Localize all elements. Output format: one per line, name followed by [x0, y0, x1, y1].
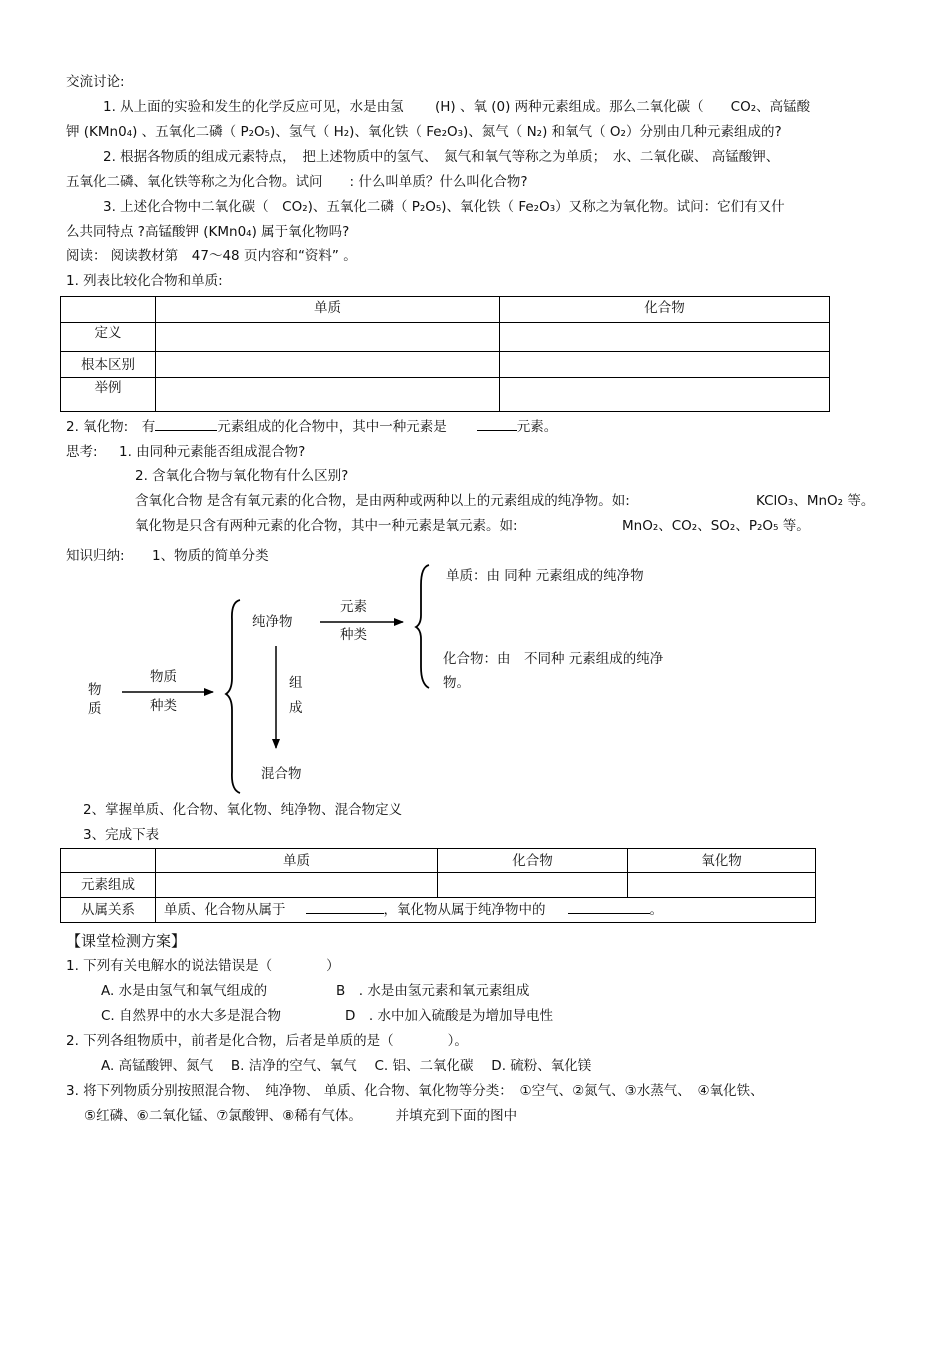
relation-blank-1[interactable] — [306, 913, 384, 914]
classification-header-row — [61, 849, 816, 873]
classification-cell[interactable] — [156, 873, 438, 898]
diagram-arrow1-top: 物质 — [150, 669, 177, 685]
brace-right — [416, 565, 429, 688]
diagram-compound-definition-2: 物。 — [443, 675, 470, 691]
compare-row-label: 举例 — [61, 378, 156, 412]
knowledge-item2: 2、掌握单质、化合物、氧化物、纯净物、混合物定义 — [83, 802, 403, 818]
thinking-q2: 2. 含氧化合物与氧化物有什么区别? — [135, 468, 349, 484]
test-q1-option-b[interactable]: B . 水是由氢元素和氧元素组成 — [336, 983, 530, 999]
compare-row-label: 根本区别 — [61, 352, 156, 378]
classification-row-relation — [61, 898, 816, 923]
diagram-arrow2-top: 元素 — [340, 599, 367, 615]
thinking-a2-text: 氧化物是只含有两种元素的化合物，其中一种元素是氧元素。如: — [135, 518, 518, 534]
classification-table — [60, 848, 816, 923]
test-q1: 1. 下列有关电解水的说法错误是（ ） — [66, 958, 340, 974]
diagram-substance: 物质 — [88, 682, 102, 717]
diagram-arrow1-bottom: 种类 — [150, 698, 177, 714]
discussion-q1-line1: 1. 从上面的实验和发生的化学反应可见，水是由氢 (H) 、氧 (0) 两种元素组成。那么二氧化碳（ CO₂、高锰酸 — [103, 99, 811, 115]
test-q1-option-a[interactable]: A. 水是由氢气和氧气组成的 — [101, 983, 268, 999]
compare-header-element: 单质 — [156, 297, 500, 323]
discussion-q3-line1: 3. 上述化合物中二氧化碳（ CO₂)、五氧化二磷（ P₂O₅)、氧化铁（ Fe₂O₃）又称之为氧化物。试问：它们有又什 — [103, 199, 785, 215]
oxide-prefix: 2. 氧化物: 有 — [66, 419, 156, 435]
diagram-element-definition: 单质：由 同种 元素组成的纯净物 — [446, 568, 644, 584]
diagram-arrow2-bottom: 种类 — [340, 627, 367, 643]
thinking-a1-text: 含氧化合物 是含有氧元素的化合物，是由两种或两种以上的元素组成的纯净物。如: — [135, 493, 630, 509]
discussion-q2-line2: 五氧化二磷、氧化铁等称之为化合物。试问 : 什么叫单质？什么叫化合物? — [66, 174, 528, 190]
test-q1-option-d[interactable]: D . 水中加入硫酸是为增加导电性 — [345, 1008, 553, 1024]
classification-cell[interactable] — [438, 873, 628, 898]
knowledge-item1: 1、物质的简单分类 — [152, 548, 269, 564]
relation-blank-2[interactable] — [568, 913, 650, 914]
test-q1-option-c[interactable]: C. 自然界中的水大多是混合物 — [101, 1008, 282, 1024]
discussion-q2-line1: 2. 根据各物质的组成元素特点， 把上述物质中的氢气、 氮气和氧气等称之为单质； 水、二氧化碳、 高锰酸钾、 — [103, 149, 780, 165]
compare-row-label: 定义 — [61, 323, 156, 352]
relation-text-c: 。 — [649, 902, 663, 918]
compare-title: 1. 列表比较化合物和单质: — [66, 273, 223, 289]
classification-row-label: 元素组成 — [61, 873, 156, 898]
classification-row-composition — [61, 873, 816, 898]
thinking-a2-examples: MnO₂、CO₂、SO₂、P₂O₅ 等。 — [622, 518, 810, 534]
brace-left — [226, 600, 240, 793]
classification-header-element: 单质 — [156, 849, 438, 873]
discussion-title: 交流讨论: — [66, 74, 125, 90]
test-q3-line2: ⑤红磷、⑥二氧化锰、⑦氯酸钾、⑧稀有气体。 并填充到下面的图中 — [84, 1108, 518, 1124]
classification-cell[interactable] — [628, 873, 816, 898]
diagram-composition-label: 组成 — [289, 675, 303, 716]
test-q2-options[interactable]: A. 高锰酸钾、氮气 B. 洁净的空气、氧气 C. 铝、二氧化碳 D. 硫粉、氧化镁 — [101, 1058, 592, 1074]
test-q3-line1: 3. 将下列物质分别按照混合物、 纯净物、 单质、化合物、氧化物等分类： ①空气、②氮气、③水蒸气、 ④氧化铁、 — [66, 1083, 764, 1099]
classification-header-oxide: 氧化物 — [628, 849, 816, 873]
diagram-mixture: 混合物 — [261, 766, 302, 782]
discussion-q3-line2: 么共同特点 ?高锰酸钾 (KMn0₄) 属于氧化物吗? — [66, 224, 350, 240]
reading-instruction: 阅读： 阅读教材第 47～48 页内容和“资料” 。 — [66, 248, 357, 264]
classification-relation-cell — [156, 898, 816, 923]
test-title: 【课堂检测方案】 — [66, 932, 187, 950]
classification-row-label: 从属关系 — [61, 898, 156, 923]
knowledge-label: 知识归纳: — [66, 548, 125, 564]
relation-text-b: ，氧化物从属于纯净物中的 — [383, 902, 546, 918]
diagram-pure: 纯净物 — [252, 614, 293, 630]
relation-text-a: 单质、化合物从属于 — [164, 902, 286, 918]
diagram-compound-definition-1: 化合物：由 不同种 元素组成的纯净 — [443, 651, 664, 667]
discussion-q1-line2: 钾 (KMn0₄) 、五氧化二磷（ P₂O₅)、氢气（ H₂)、氧化铁（ Fe₂O₃)、氮气（ N₂) 和氧气（ O₂）分别由几种元素组成的? — [66, 124, 782, 140]
compare-header-compound: 化合物 — [500, 297, 830, 323]
classification-header-blank — [61, 849, 156, 873]
knowledge-item3: 3、完成下表 — [83, 827, 160, 843]
test-q2: 2. 下列各组物质中，前者是化合物，后者是单质的是（ ）。 — [66, 1033, 468, 1049]
classification-header-compound: 化合物 — [438, 849, 628, 873]
oxide-suffix: 元素。 — [516, 419, 558, 435]
oxide-middle: 元素组成的化合物中，其中一种元素是 — [217, 419, 447, 435]
thinking-label: 思考: — [66, 444, 98, 460]
thinking-a1-examples: KClO₃、MnO₂ 等。 — [756, 493, 875, 509]
thinking-q1: 1. 由同种元素能否组成混合物? — [119, 444, 306, 460]
